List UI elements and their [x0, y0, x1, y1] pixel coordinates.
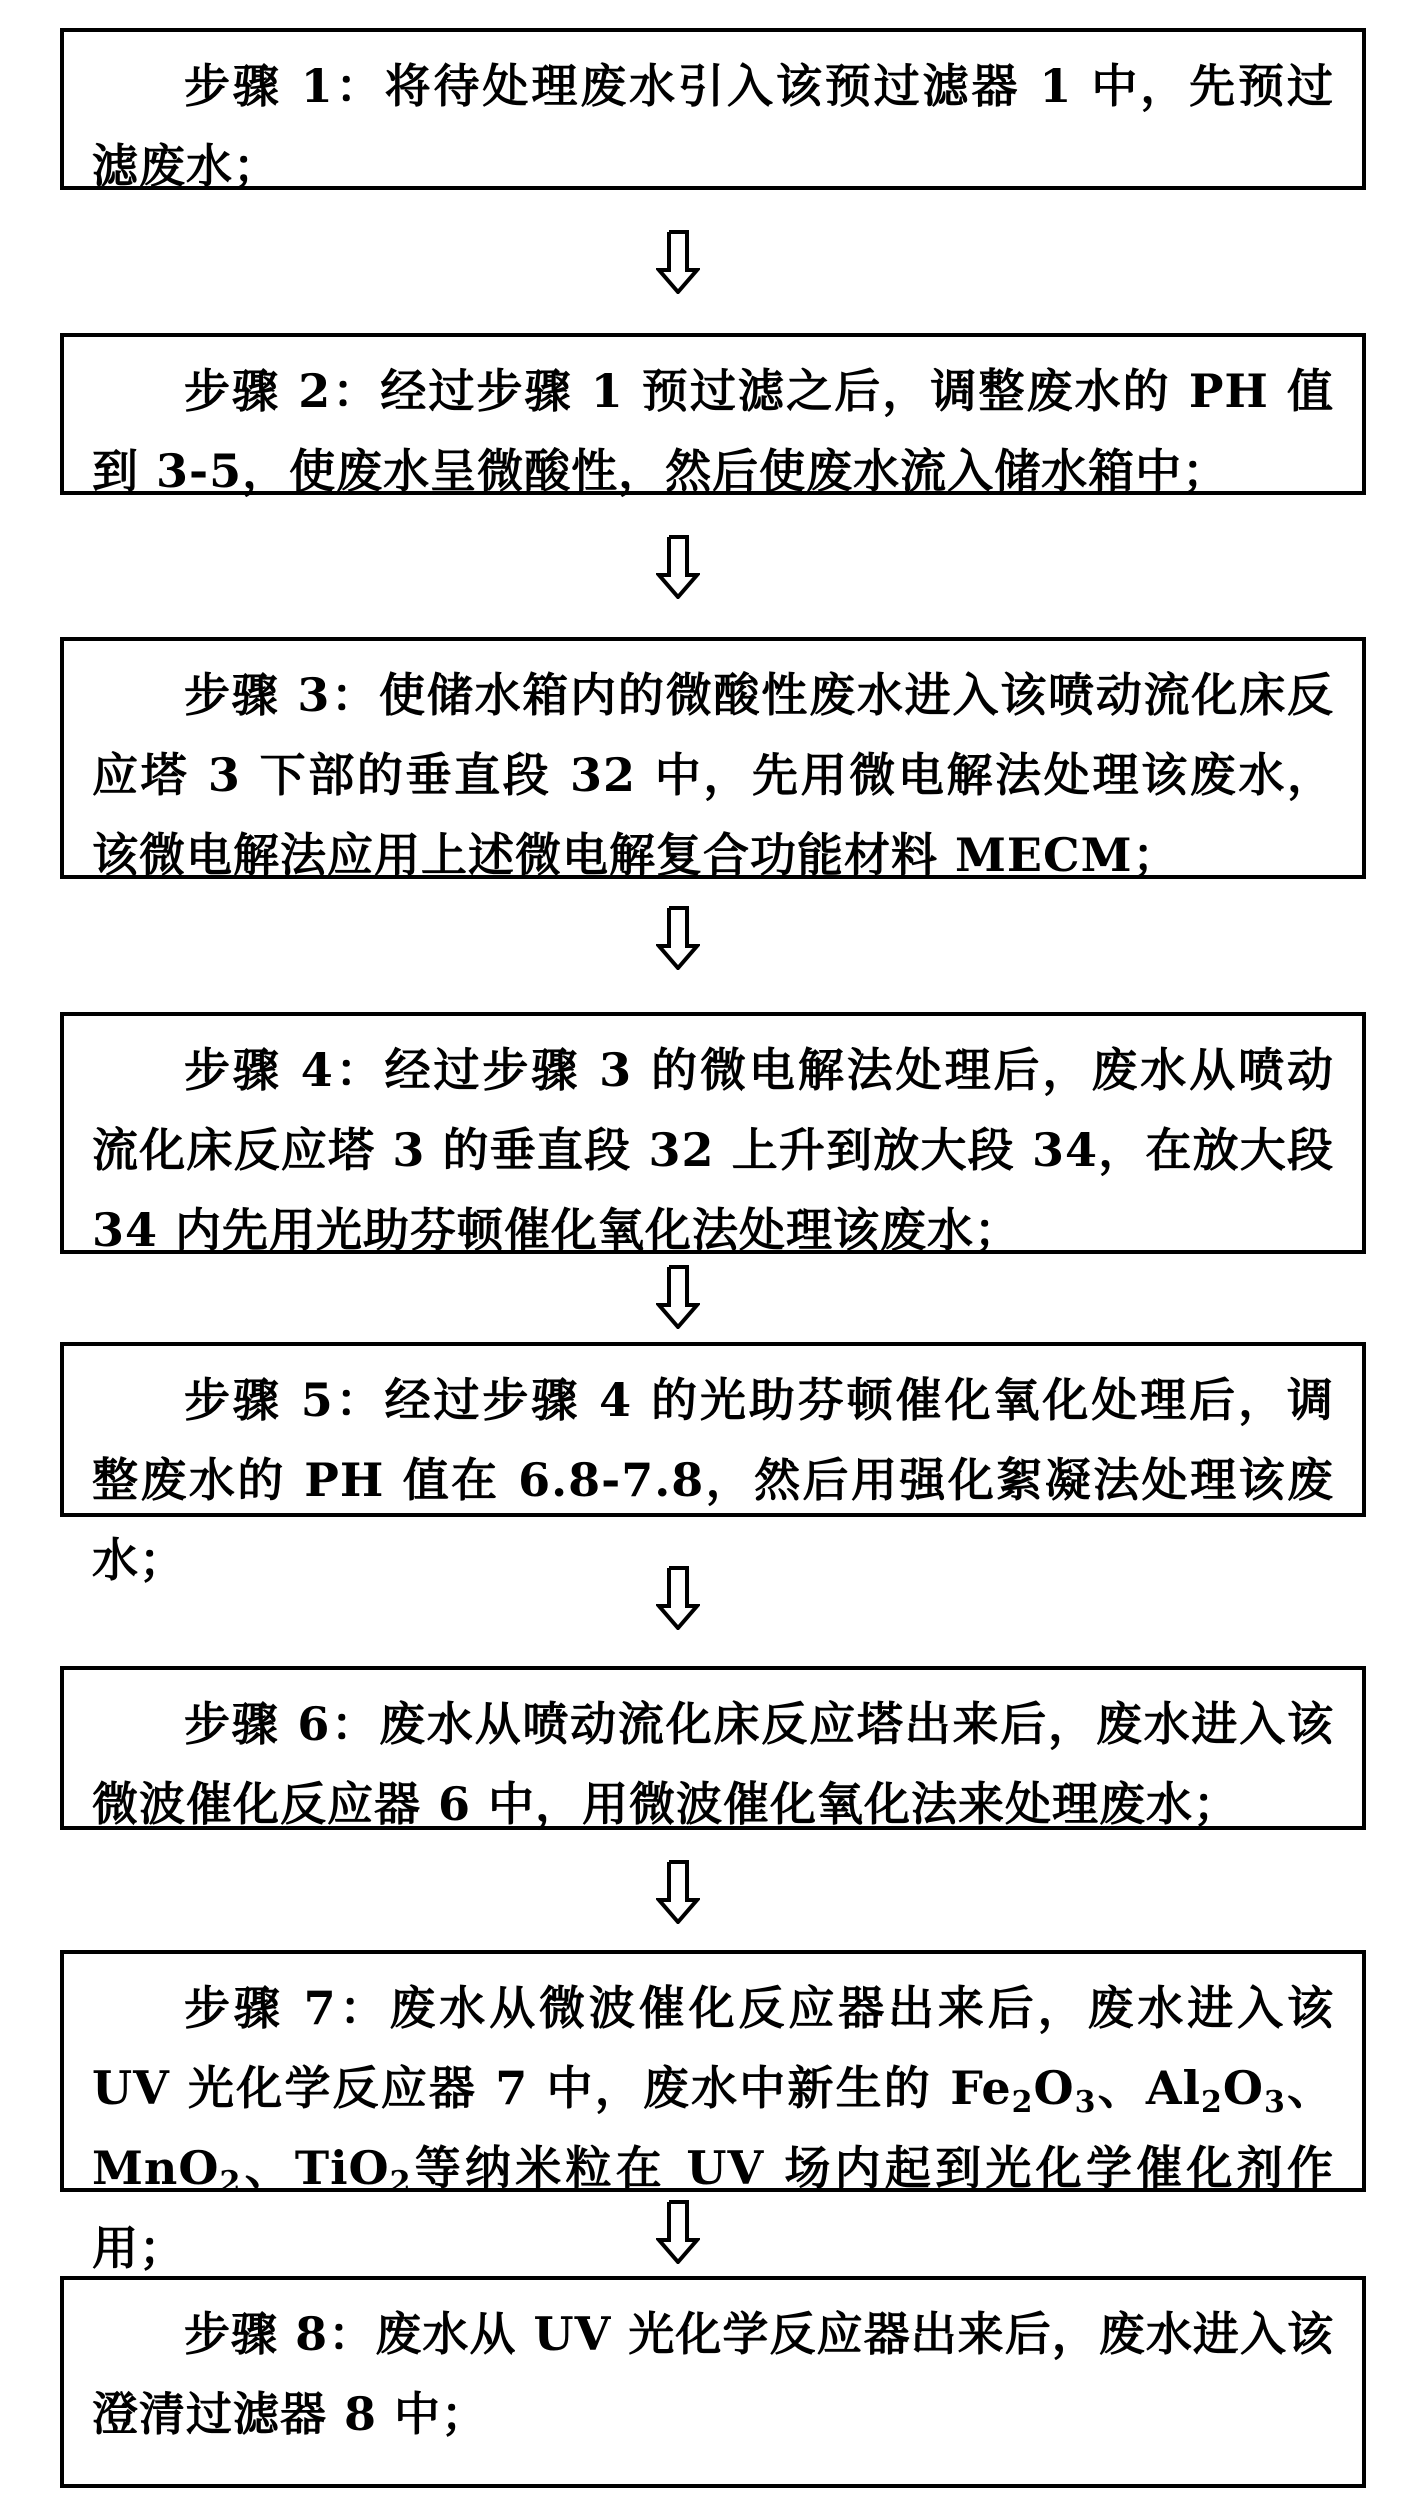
step-6-label: 步骤 6： [184, 1697, 379, 1751]
down-arrow-icon [656, 2200, 700, 2264]
chemical-tio2: TiO$_2$ [294, 2141, 412, 2200]
step-1-text [92, 46, 1334, 206]
step-5-description: 经过步骤 4 的光助芬顿催化氧化处理后，调整废水的 PH 值在 6.8-7.8，然后用强化絮凝法处理该废水； [92, 1373, 1334, 1587]
step-7-description-a: 废水从微波催化反应器出来后，废水进入该 UV 光化学反应器 7 中，废水中新生的 [92, 1981, 1335, 2115]
down-arrow-icon [656, 1265, 700, 1329]
step-5-label: 步骤 5： [184, 1373, 385, 1427]
step-6-text [92, 1684, 1334, 1844]
step-4-text [92, 1030, 1334, 1270]
chemical-al2o3: $Al_2O_3$、 [1145, 2061, 1335, 2120]
step-2-text [92, 351, 1334, 511]
step-3-text [92, 655, 1334, 895]
down-arrow-icon [656, 535, 700, 599]
down-arrow-icon [656, 1860, 700, 1924]
step-1-label: 步骤 1： [184, 59, 385, 113]
step-1-description: 将待处理废水引入该预过滤器 1 中，先预过滤废水； [92, 59, 1334, 193]
step-8-label: 步骤 8： [184, 2307, 376, 2361]
step-6-description: 废水从喷动流化床反应塔出来后，废水进入该微波催化反应器 6 中，用微波催化氧化法来处理废水； [92, 1697, 1335, 1831]
step-7-box [60, 1950, 1366, 2275]
down-arrow-icon [656, 1566, 700, 1630]
step-3-description: 使储水箱内的微酸性废水进入该喷动流化床反应塔 3 下部的垂直段 32 中，先用微电解法处理该废水，该微电解法应用上述微电解复合功能材料 MECM； [92, 668, 1335, 882]
step-4-label: 步骤 4： [184, 1043, 385, 1097]
chemical-fe2o3: $Fe_2O_3$、 [950, 2061, 1146, 2120]
step-6-box [60, 1666, 1366, 1830]
step-2-label: 步骤 2： [184, 364, 381, 418]
down-arrow-icon [656, 906, 700, 970]
step-7-text [92, 1968, 1334, 2288]
step-7-description-b: 等纳米粒在 UV 场内起到光化学催化剂作用； [92, 2141, 1335, 2275]
step-8-text [92, 2294, 1334, 2454]
step-4-box [60, 1012, 1366, 1257]
step-8-description: 废水从 UV 光化学反应器出来后，废水进入该澄清过滤器 8 中； [92, 2307, 1334, 2441]
down-arrow-icon [656, 230, 700, 294]
step-4-description: 经过步骤 3 的微电解法处理后，废水从喷动流化床反应塔 3 的垂直段 32 上升到放大段 34，在放大段 34 内先用光助芬顿催化氧化法处理该废水； [92, 1043, 1334, 1257]
step-3-label: 步骤 3： [184, 668, 379, 722]
chemical-mno2: MnO$_2$、 [92, 2141, 295, 2200]
step-2-box [60, 333, 1366, 498]
step-3-box [60, 637, 1366, 882]
step-5-text [92, 1360, 1334, 1600]
step-8-box [60, 2276, 1366, 2488]
step-5-box [60, 1342, 1366, 1587]
step-2-description: 经过步骤 1 预过滤之后，调整废水的 PH 值到 3-5，使废水呈微酸性，然后使废水流入储水箱中； [92, 364, 1334, 498]
step-1-box [60, 28, 1366, 193]
step-7-label: 步骤 7： [184, 1981, 390, 2035]
